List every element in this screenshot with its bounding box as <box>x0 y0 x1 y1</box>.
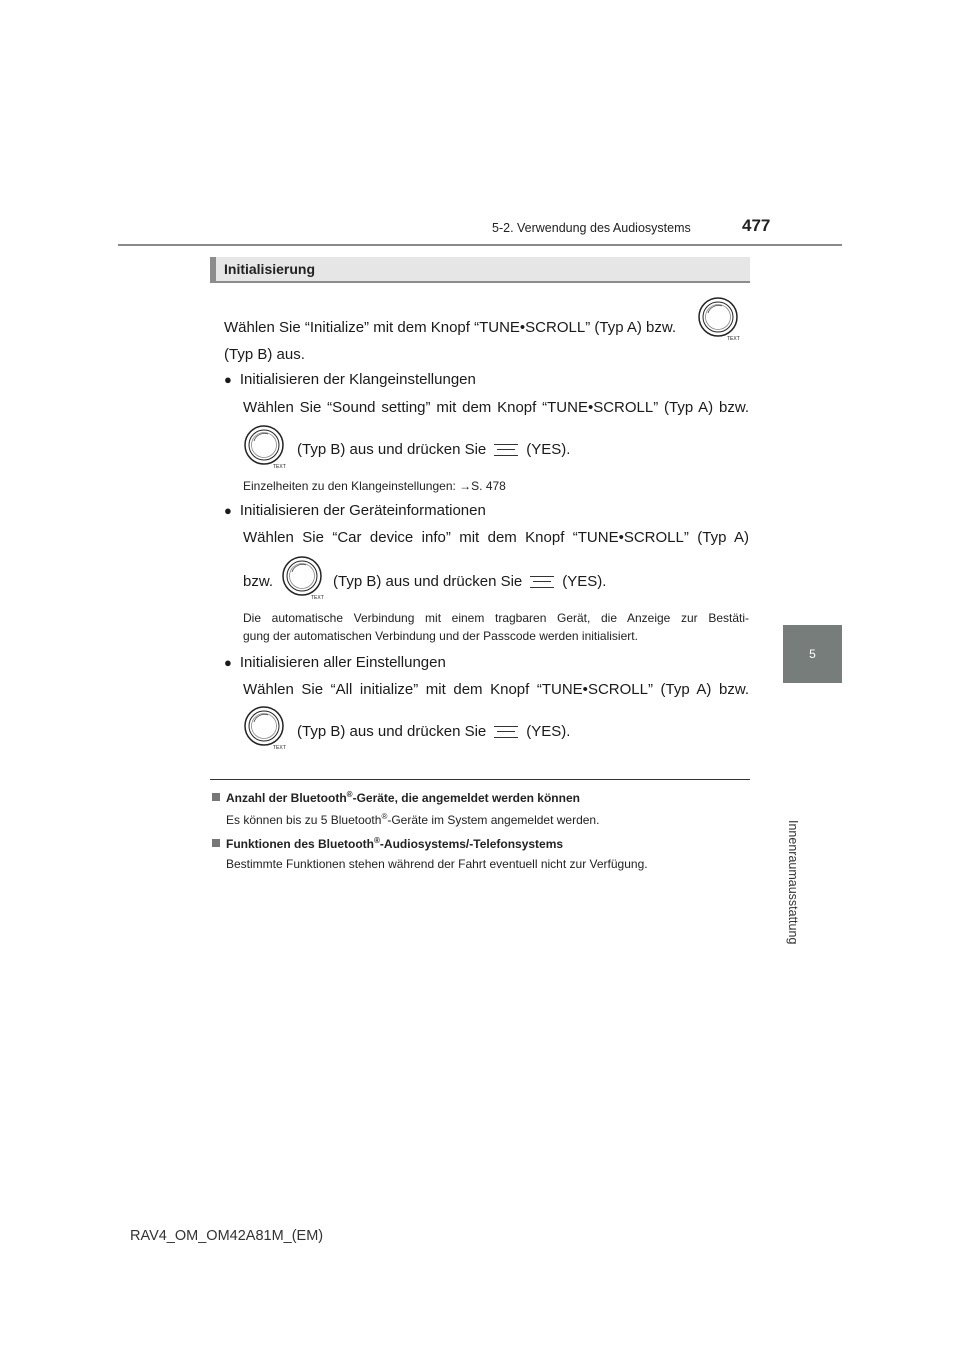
item-sound-note: Einzelheiten zu den Klangeinstellungen: →S. 478 <box>243 479 506 493</box>
item-device-line-1: Wählen Sie “Car device info” mit dem Knopf “TUNE•SCROLL” (Typ A) <box>243 529 749 546</box>
square-bullet-icon <box>212 793 220 801</box>
tune-knob-icon <box>243 705 289 751</box>
item-device-line-2: (Typ B) aus und drücken Sie (YES). <box>333 573 607 590</box>
item-device-line-2-pre: bzw. <box>243 573 274 590</box>
item-all-line-1: Wählen Sie “All initialize” mit dem Knopf “TUNE•SCROLL” (Typ A) bzw. <box>243 681 749 698</box>
square-bullet-icon <box>212 839 220 847</box>
section-heading <box>210 257 750 283</box>
note-text-bluetooth-functions: Bestimmte Funktionen stehen während der Fahrt eventuell nicht zur Verfügung. <box>226 857 648 871</box>
bullet-icon: ● <box>224 655 232 670</box>
header-rule <box>118 244 842 246</box>
intro-line-2: (Typ B) aus. <box>224 346 305 363</box>
yes-button-icon <box>530 576 554 588</box>
chapter-title-vertical: Innenraumausstattung <box>786 820 800 945</box>
footer-doc-code: RAV4_OM_OM42A81M_(EM) <box>130 1228 324 1244</box>
note-title-bluetooth-count: Anzahl der Bluetooth®-Geräte, die angemeldet werden können <box>212 790 580 805</box>
svg-text:TEXT: TEXT <box>727 336 740 342</box>
item-device-note-1: Die automatische Verbindung mit einem tragbaren Gerät, die Anzeige zur Bestäti- <box>243 611 749 625</box>
svg-text:TEXT: TEXT <box>273 745 286 751</box>
notes-divider <box>210 779 750 780</box>
tune-knob-icon <box>243 424 289 470</box>
bullet-icon: ● <box>224 372 232 387</box>
header-section-title: 5-2. Verwendung des Audiosystems <box>492 221 691 235</box>
section-heading-bar <box>210 257 216 281</box>
tune-knob-icon <box>281 555 327 601</box>
item-heading-device: ● Initialisieren der Geräteinformationen <box>224 502 486 519</box>
chapter-tab: 5 <box>783 625 842 683</box>
item-sound-line-1: Wählen Sie “Sound setting” mit dem Knopf “TUNE•SCROLL” (Typ A) bzw. <box>243 399 749 416</box>
intro-line-1: Wählen Sie “Initialize” mit dem Knopf “TUNE•SCROLL” (Typ A) bzw. <box>224 319 677 336</box>
svg-text:TEXT: TEXT <box>311 595 324 601</box>
yes-button-icon <box>494 444 518 456</box>
yes-button-icon <box>494 726 518 738</box>
bullet-icon: ● <box>224 503 232 518</box>
note-title-bluetooth-functions: Funktionen des Bluetooth®-Audiosystems/-Telefonsystems <box>212 836 563 851</box>
item-sound-line-2: (Typ B) aus und drücken Sie (YES). <box>297 441 571 458</box>
item-heading-sound: ● Initialisieren der Klangeinstellungen <box>224 371 476 388</box>
note-text-bluetooth-count: Es können bis zu 5 Bluetooth®-Geräte im System angemeldet werden. <box>226 812 600 827</box>
section-title: Initialisierung <box>224 261 316 277</box>
item-heading-all: ● Initialisieren aller Einstellungen <box>224 654 446 671</box>
page-number: 477 <box>742 216 771 235</box>
tune-knob-icon <box>697 296 743 342</box>
svg-text:TEXT: TEXT <box>273 464 286 470</box>
item-device-note-2: gung der automatischen Verbindung und der Passcode werden initialisiert. <box>243 629 638 643</box>
item-all-line-2: (Typ B) aus und drücken Sie (YES). <box>297 723 571 740</box>
